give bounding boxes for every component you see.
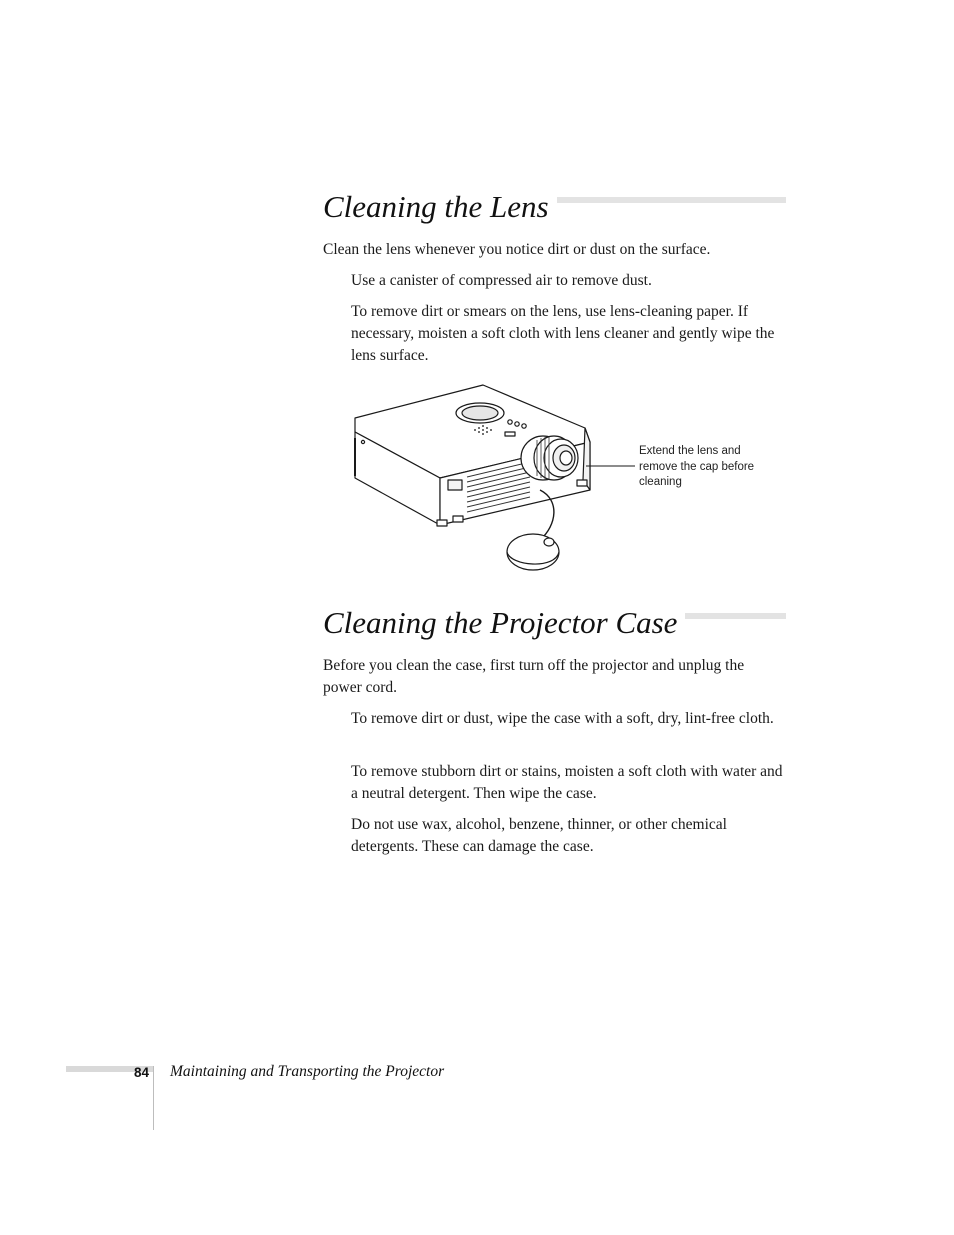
running-title: Maintaining and Transporting the Projector [170,1063,445,1080]
case-step-3: Do not use wax, alcohol, benzene, thinner, or other chemical detergents. These can damage the case. [351,816,727,855]
heading-cleaning-case: Cleaning the Projector Case [323,607,685,638]
case-intro-paragraph: Before you clean the case, first turn off the projector and unplug the power cord. [323,657,745,696]
lens-intro-paragraph: Clean the lens whenever you notice dirt or dust on the surface. [323,241,711,258]
lens-step-2: To remove dirt or smears on the lens, use lens-cleaning paper. If necessary, moisten a soft cloth with lens cleaner and gently wipe the lens surface. [351,303,775,364]
heading-cleaning-lens: Cleaning the Lens [323,191,557,222]
footer-divider [153,1066,154,1130]
case-step-1: To remove dirt or dust, wipe the case with a soft, dry, lint-free cloth. [351,710,774,727]
lens-step-1: Use a canister of compressed air to remove dust. [351,272,652,289]
page-number: 84 [134,1065,150,1080]
case-step-2: To remove stubborn dirt or stains, moisten a soft cloth with water and a neutral detergent. Then wipe the case. [351,763,783,802]
figure-caption: Extend the lens and remove the cap before cleaning [639,445,755,488]
